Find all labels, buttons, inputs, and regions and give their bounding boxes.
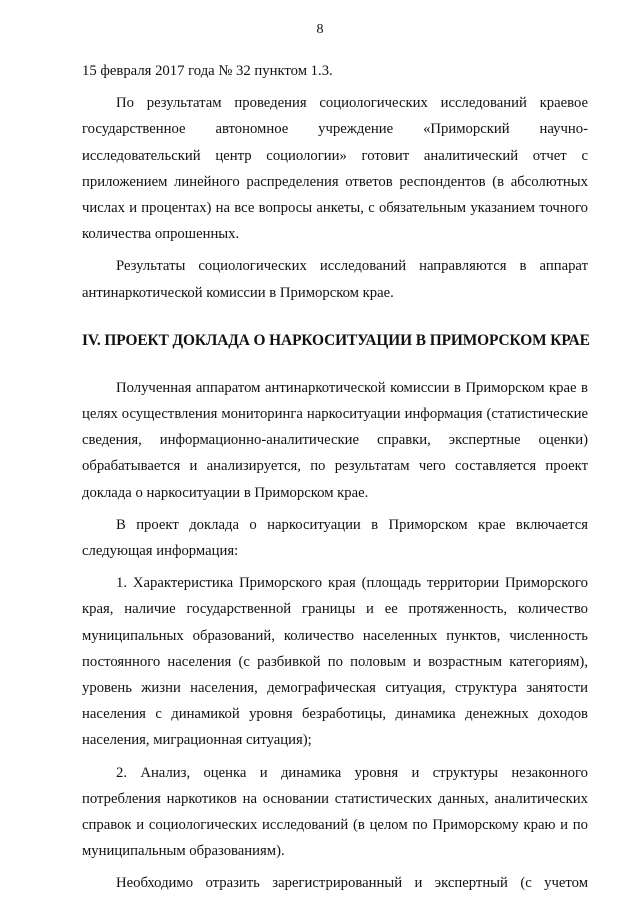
paragraph-5: В проект доклада о наркоситуации в Приморском крае включается следующая информация: xyxy=(82,516,588,560)
document-body xyxy=(82,58,588,903)
page-number: 8 xyxy=(316,22,324,37)
paragraph-4: Полученная аппаратом антинаркотической комиссии в Приморском крае в целях осуществления мониторинга наркоситуации информация (статистические сведения, информационно-аналитические справки, экспертные оценки) обрабатывается и анализируется, по результатам чего составляется проект доклада о наркоситуации в Приморском крае. xyxy=(82,379,588,501)
paragraph-1: 15 февраля 2017 года № 32 пунктом 1.3. xyxy=(82,63,333,79)
list-item-1: 1. Характеристика Приморского края (площадь территории Приморского края, наличие государственной границы и ее протяженность, количество муниципальных образований, количество населенных пунктов, численность постоянного населения (с разбивкой по половым и возрастным категориям), уровень жизни населения, демографическая ситуация, структура занятости населения с динамикой уровня безработицы, динамика денежных доходов населения, миграционная ситуация); xyxy=(82,575,588,749)
paragraph-last: Необходимо отразить зарегистрированный и экспертный (с учетом xyxy=(116,875,588,892)
section-heading: IV. ПРОЕКТ ДОКЛАДА О НАРКОСИТУАЦИИ В ПРИМОРСКОМ КРАЕ xyxy=(82,331,590,349)
paragraph-2: По результатам проведения социологических исследований краевое государственное автономное учреждение «Приморский научно-исследовательский центр социологии» готовит аналитический отчет с приложением линейного распределения ответов респондентов (в абсолютных числах и процентах) на все вопросы анкеты, с обязательным указанием точного количества опрошенных. xyxy=(82,95,588,243)
list-item-2: 2. Анализ, оценка и динамика уровня и структуры незаконного потребления наркотиков на основании статистических данных, аналитических справок и социологических исследований (в целом по Приморскому краю и по муниципальным образованиям). xyxy=(82,764,588,860)
paragraph-3: Результаты социологических исследований направляются в аппарат антинаркотической комиссии в Приморском крае. xyxy=(82,258,588,301)
